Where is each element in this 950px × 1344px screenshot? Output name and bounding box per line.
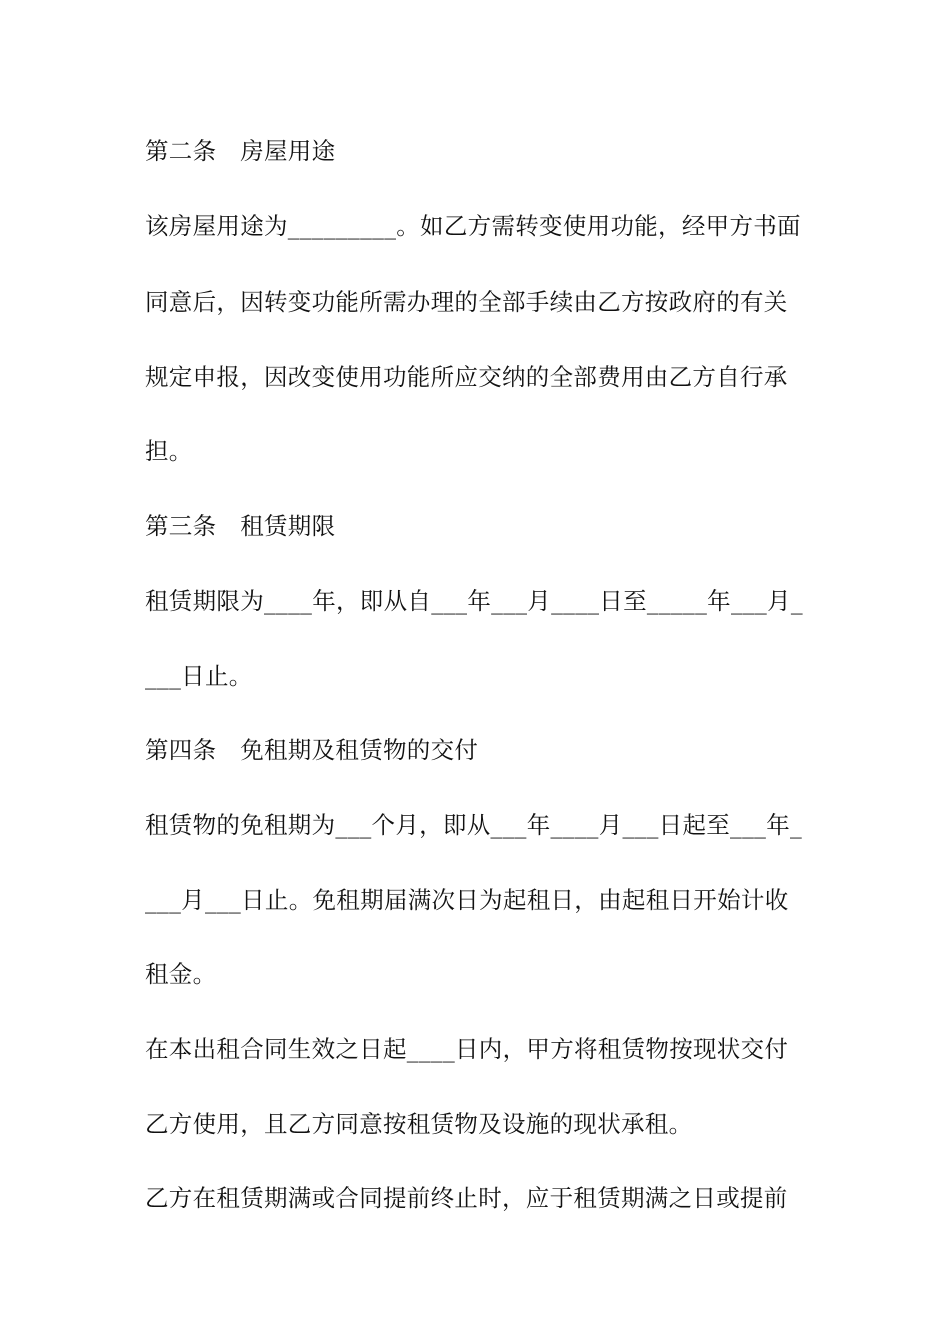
paragraph-line: 乙方使用，且乙方同意按租赁物及设施的现状承租。	[145, 1110, 693, 1138]
article-2-heading: 第二条 房屋用途	[145, 137, 336, 165]
paragraph-line: 规定申报，因改变使用功能所应交纳的全部费用由乙方自行承	[145, 363, 788, 391]
paragraph-line: 该房屋用途为_________。如乙方需转变使用功能，经甲方书面	[145, 212, 801, 240]
paragraph-line: 租赁期限为____年，即从自___年___月____日至_____年___月_	[145, 587, 803, 615]
paragraph-line: 乙方在租赁期满或合同提前终止时，应于租赁期满之日或提前	[145, 1184, 788, 1212]
paragraph-line: 租赁物的免租期为___个月，即从___年____月___日起至___年_	[145, 811, 803, 839]
paragraph-line: ___日止。	[145, 662, 253, 690]
paragraph-line: 在本出租合同生效之日起____日内，甲方将租赁物按现状交付	[145, 1035, 789, 1063]
article-4-heading: 第四条 免租期及租赁物的交付	[145, 736, 479, 764]
paragraph-line: ___月___日止。免租期届满次日为起租日，由起租日开始计收	[145, 886, 789, 914]
paragraph-line: 担。	[145, 437, 193, 465]
paragraph-line: 同意后，因转变功能所需办理的全部手续由乙方按政府的有关	[145, 288, 788, 316]
article-3-heading: 第三条 租赁期限	[145, 512, 336, 540]
paragraph-line: 租金。	[145, 960, 217, 988]
